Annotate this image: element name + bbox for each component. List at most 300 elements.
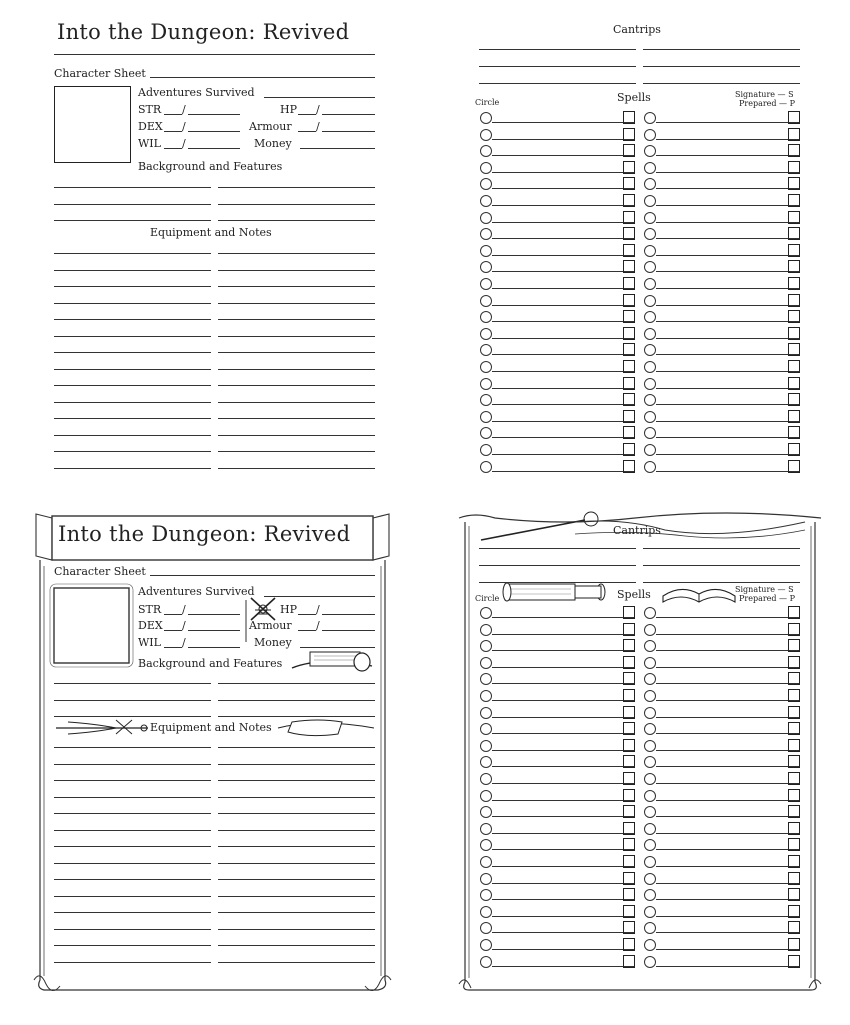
spell-prepared-checkbox[interactable]	[788, 921, 800, 934]
spell-circle-slot[interactable]	[480, 889, 492, 901]
writing-line[interactable]	[54, 813, 211, 814]
spell-circle-slot[interactable]	[644, 756, 656, 768]
spell-circle-slot[interactable]	[644, 707, 656, 719]
spell-prepared-checkbox[interactable]	[623, 739, 635, 752]
writing-line[interactable]	[218, 220, 375, 221]
spell-prepared-checkbox[interactable]	[788, 111, 800, 124]
spell-name-line[interactable]	[656, 122, 799, 123]
spell-name-line[interactable]	[656, 222, 799, 223]
writing-line[interactable]	[218, 319, 375, 320]
writing-line[interactable]	[54, 863, 211, 864]
spell-prepared-checkbox[interactable]	[788, 144, 800, 157]
spell-name-line[interactable]	[656, 371, 799, 372]
spell-circle-slot[interactable]	[644, 278, 656, 290]
spell-name-line[interactable]	[656, 205, 799, 206]
spell-prepared-checkbox[interactable]	[788, 310, 800, 323]
writing-line[interactable]	[54, 187, 211, 188]
writing-line[interactable]	[218, 435, 375, 436]
spell-prepared-checkbox[interactable]	[788, 443, 800, 456]
spell-prepared-checkbox[interactable]	[623, 722, 635, 735]
spell-name-line[interactable]	[656, 866, 799, 867]
writing-line[interactable]	[218, 253, 375, 254]
spell-prepared-checkbox[interactable]	[623, 260, 635, 273]
spell-prepared-checkbox[interactable]	[623, 706, 635, 719]
spell-circle-slot[interactable]	[480, 773, 492, 785]
spell-prepared-checkbox[interactable]	[623, 838, 635, 851]
spell-prepared-checkbox[interactable]	[788, 227, 800, 240]
writing-line[interactable]	[54, 286, 211, 287]
spell-circle-slot[interactable]	[480, 278, 492, 290]
spell-circle-slot[interactable]	[644, 295, 656, 307]
spell-prepared-checkbox[interactable]	[623, 656, 635, 669]
spell-circle-slot[interactable]	[644, 461, 656, 473]
spell-name-line[interactable]	[492, 883, 635, 884]
hp-current-field[interactable]	[298, 614, 316, 615]
spell-circle-slot[interactable]	[480, 162, 492, 174]
spell-circle-slot[interactable]	[480, 245, 492, 257]
spell-name-line[interactable]	[656, 471, 799, 472]
spell-prepared-checkbox[interactable]	[788, 294, 800, 307]
writing-line[interactable]	[54, 204, 211, 205]
spell-prepared-checkbox[interactable]	[623, 128, 635, 141]
writing-line[interactable]	[54, 929, 211, 930]
spell-name-line[interactable]	[492, 421, 635, 422]
spell-circle-slot[interactable]	[644, 378, 656, 390]
spell-name-line[interactable]	[656, 454, 799, 455]
spell-name-line[interactable]	[492, 866, 635, 867]
spell-name-line[interactable]	[492, 155, 635, 156]
spell-name-line[interactable]	[656, 733, 799, 734]
spell-prepared-checkbox[interactable]	[788, 410, 800, 423]
spell-circle-slot[interactable]	[644, 361, 656, 373]
writing-line[interactable]	[218, 468, 375, 469]
cantrip-line[interactable]	[479, 66, 636, 67]
dex-current-field[interactable]	[164, 630, 182, 631]
writing-line[interactable]	[218, 418, 375, 419]
spell-circle-slot[interactable]	[480, 839, 492, 851]
spell-prepared-checkbox[interactable]	[623, 938, 635, 951]
writing-line[interactable]	[218, 846, 375, 847]
writing-line[interactable]	[218, 830, 375, 831]
spell-name-line[interactable]	[656, 700, 799, 701]
armour-max-field[interactable]	[322, 630, 375, 631]
adventures-field[interactable]	[264, 596, 375, 597]
hp-max-field[interactable]	[322, 614, 375, 615]
spell-name-line[interactable]	[656, 932, 799, 933]
writing-line[interactable]	[54, 352, 211, 353]
spell-prepared-checkbox[interactable]	[623, 393, 635, 406]
spell-prepared-checkbox[interactable]	[623, 443, 635, 456]
spell-prepared-checkbox[interactable]	[623, 343, 635, 356]
spell-name-line[interactable]	[656, 617, 799, 618]
spell-circle-slot[interactable]	[480, 922, 492, 934]
spell-name-line[interactable]	[656, 750, 799, 751]
writing-line[interactable]	[218, 700, 375, 701]
portrait-box[interactable]	[54, 86, 131, 163]
spell-prepared-checkbox[interactable]	[788, 277, 800, 290]
spell-circle-slot[interactable]	[480, 873, 492, 885]
writing-line[interactable]	[218, 764, 375, 765]
writing-line[interactable]	[54, 303, 211, 304]
spell-name-line[interactable]	[656, 188, 799, 189]
writing-line[interactable]	[54, 846, 211, 847]
spell-circle-slot[interactable]	[644, 145, 656, 157]
spell-name-line[interactable]	[656, 139, 799, 140]
spell-prepared-checkbox[interactable]	[788, 623, 800, 636]
writing-line[interactable]	[54, 683, 211, 684]
spell-name-line[interactable]	[492, 437, 635, 438]
spell-circle-slot[interactable]	[644, 328, 656, 340]
armour-current-field[interactable]	[298, 131, 316, 132]
spell-name-line[interactable]	[656, 437, 799, 438]
spell-prepared-checkbox[interactable]	[788, 722, 800, 735]
writing-line[interactable]	[218, 369, 375, 370]
spell-circle-slot[interactable]	[480, 378, 492, 390]
writing-line[interactable]	[218, 683, 375, 684]
writing-line[interactable]	[54, 700, 211, 701]
spell-name-line[interactable]	[656, 271, 799, 272]
writing-line[interactable]	[54, 270, 211, 271]
str-max-field[interactable]	[188, 114, 240, 115]
spell-prepared-checkbox[interactable]	[788, 343, 800, 356]
cantrip-line[interactable]	[643, 548, 800, 549]
spell-circle-slot[interactable]	[480, 328, 492, 340]
spell-circle-slot[interactable]	[480, 607, 492, 619]
writing-line[interactable]	[218, 336, 375, 337]
writing-line[interactable]	[218, 352, 375, 353]
spell-circle-slot[interactable]	[480, 461, 492, 473]
spell-name-line[interactable]	[656, 966, 799, 967]
spell-circle-slot[interactable]	[480, 261, 492, 273]
writing-line[interactable]	[218, 780, 375, 781]
spell-circle-slot[interactable]	[644, 129, 656, 141]
spell-prepared-checkbox[interactable]	[623, 310, 635, 323]
dex-current-field[interactable]	[164, 131, 182, 132]
spell-name-line[interactable]	[656, 717, 799, 718]
spell-prepared-checkbox[interactable]	[623, 921, 635, 934]
spell-name-line[interactable]	[492, 172, 635, 173]
spell-name-line[interactable]	[492, 321, 635, 322]
spell-prepared-checkbox[interactable]	[788, 855, 800, 868]
spell-circle-slot[interactable]	[480, 212, 492, 224]
spell-circle-slot[interactable]	[480, 673, 492, 685]
spell-name-line[interactable]	[492, 238, 635, 239]
wil-max-field[interactable]	[188, 647, 240, 648]
writing-line[interactable]	[54, 468, 211, 469]
spell-prepared-checkbox[interactable]	[623, 872, 635, 885]
spell-name-line[interactable]	[656, 916, 799, 917]
spell-prepared-checkbox[interactable]	[788, 327, 800, 340]
writing-line[interactable]	[54, 385, 211, 386]
spell-circle-slot[interactable]	[644, 673, 656, 685]
spell-circle-slot[interactable]	[480, 624, 492, 636]
spell-prepared-checkbox[interactable]	[623, 294, 635, 307]
writing-line[interactable]	[54, 830, 211, 831]
spell-circle-slot[interactable]	[480, 657, 492, 669]
spell-circle-slot[interactable]	[480, 756, 492, 768]
spell-name-line[interactable]	[492, 750, 635, 751]
spell-circle-slot[interactable]	[480, 956, 492, 968]
spell-prepared-checkbox[interactable]	[788, 872, 800, 885]
spell-name-line[interactable]	[656, 683, 799, 684]
spell-name-line[interactable]	[656, 421, 799, 422]
writing-line[interactable]	[54, 418, 211, 419]
writing-line[interactable]	[54, 402, 211, 403]
spell-circle-slot[interactable]	[644, 939, 656, 951]
spell-prepared-checkbox[interactable]	[788, 426, 800, 439]
writing-line[interactable]	[54, 253, 211, 254]
spell-name-line[interactable]	[492, 222, 635, 223]
spell-circle-slot[interactable]	[644, 444, 656, 456]
spell-circle-slot[interactable]	[480, 806, 492, 818]
writing-line[interactable]	[54, 780, 211, 781]
str-current-field[interactable]	[164, 614, 182, 615]
writing-line[interactable]	[54, 764, 211, 765]
spell-name-line[interactable]	[656, 288, 799, 289]
spell-name-line[interactable]	[492, 634, 635, 635]
cantrip-line[interactable]	[479, 582, 636, 583]
spell-circle-slot[interactable]	[480, 361, 492, 373]
money-field[interactable]	[300, 148, 375, 149]
spell-prepared-checkbox[interactable]	[623, 194, 635, 207]
spell-name-line[interactable]	[656, 766, 799, 767]
spell-prepared-checkbox[interactable]	[788, 606, 800, 619]
wil-current-field[interactable]	[164, 647, 182, 648]
spell-circle-slot[interactable]	[644, 228, 656, 240]
spell-prepared-checkbox[interactable]	[788, 772, 800, 785]
spell-name-line[interactable]	[656, 816, 799, 817]
spell-prepared-checkbox[interactable]	[788, 888, 800, 901]
hp-max-field[interactable]	[322, 114, 375, 115]
spell-circle-slot[interactable]	[644, 839, 656, 851]
spell-name-line[interactable]	[656, 783, 799, 784]
spell-name-line[interactable]	[656, 899, 799, 900]
writing-line[interactable]	[218, 204, 375, 205]
spell-name-line[interactable]	[656, 650, 799, 651]
adventures-field[interactable]	[264, 97, 375, 98]
spell-name-line[interactable]	[492, 683, 635, 684]
spell-prepared-checkbox[interactable]	[623, 161, 635, 174]
cantrip-line[interactable]	[643, 66, 800, 67]
spell-circle-slot[interactable]	[480, 394, 492, 406]
writing-line[interactable]	[218, 929, 375, 930]
spell-circle-slot[interactable]	[644, 394, 656, 406]
spell-name-line[interactable]	[492, 916, 635, 917]
spell-prepared-checkbox[interactable]	[788, 755, 800, 768]
spell-name-line[interactable]	[492, 471, 635, 472]
spell-name-line[interactable]	[492, 371, 635, 372]
spell-circle-slot[interactable]	[480, 427, 492, 439]
spell-prepared-checkbox[interactable]	[788, 838, 800, 851]
writing-line[interactable]	[218, 402, 375, 403]
spell-name-line[interactable]	[492, 800, 635, 801]
spell-prepared-checkbox[interactable]	[623, 805, 635, 818]
spell-name-line[interactable]	[656, 305, 799, 306]
spell-circle-slot[interactable]	[644, 411, 656, 423]
spell-circle-slot[interactable]	[480, 823, 492, 835]
spell-name-line[interactable]	[656, 321, 799, 322]
spell-circle-slot[interactable]	[480, 411, 492, 423]
spell-name-line[interactable]	[656, 354, 799, 355]
writing-line[interactable]	[218, 945, 375, 946]
spell-circle-slot[interactable]	[644, 956, 656, 968]
spell-name-line[interactable]	[492, 700, 635, 701]
spell-circle-slot[interactable]	[644, 624, 656, 636]
spell-name-line[interactable]	[492, 733, 635, 734]
writing-line[interactable]	[218, 863, 375, 864]
spell-prepared-checkbox[interactable]	[623, 689, 635, 702]
spell-name-line[interactable]	[656, 155, 799, 156]
spell-prepared-checkbox[interactable]	[623, 111, 635, 124]
dex-max-field[interactable]	[188, 131, 240, 132]
spell-prepared-checkbox[interactable]	[788, 360, 800, 373]
spell-prepared-checkbox[interactable]	[623, 177, 635, 190]
spell-name-line[interactable]	[492, 305, 635, 306]
writing-line[interactable]	[54, 716, 211, 717]
spell-circle-slot[interactable]	[480, 129, 492, 141]
spell-circle-slot[interactable]	[480, 295, 492, 307]
spell-name-line[interactable]	[656, 883, 799, 884]
spell-circle-slot[interactable]	[644, 427, 656, 439]
spell-circle-slot[interactable]	[644, 906, 656, 918]
spell-name-line[interactable]	[492, 816, 635, 817]
cantrip-line[interactable]	[479, 565, 636, 566]
spell-circle-slot[interactable]	[644, 245, 656, 257]
writing-line[interactable]	[54, 945, 211, 946]
spell-circle-slot[interactable]	[644, 311, 656, 323]
spell-circle-slot[interactable]	[480, 740, 492, 752]
spell-prepared-checkbox[interactable]	[788, 639, 800, 652]
spell-prepared-checkbox[interactable]	[788, 211, 800, 224]
cantrip-line[interactable]	[643, 49, 800, 50]
spell-name-line[interactable]	[656, 255, 799, 256]
spell-name-line[interactable]	[492, 766, 635, 767]
writing-line[interactable]	[218, 879, 375, 880]
spell-name-line[interactable]	[492, 205, 635, 206]
writing-line[interactable]	[218, 286, 375, 287]
spell-name-line[interactable]	[492, 667, 635, 668]
spell-name-line[interactable]	[492, 354, 635, 355]
hp-current-field[interactable]	[298, 114, 316, 115]
writing-line[interactable]	[54, 896, 211, 897]
spell-prepared-checkbox[interactable]	[788, 244, 800, 257]
spell-prepared-checkbox[interactable]	[623, 460, 635, 473]
spell-prepared-checkbox[interactable]	[623, 410, 635, 423]
spell-circle-slot[interactable]	[644, 889, 656, 901]
spell-prepared-checkbox[interactable]	[623, 426, 635, 439]
writing-line[interactable]	[54, 336, 211, 337]
spell-circle-slot[interactable]	[644, 162, 656, 174]
spell-prepared-checkbox[interactable]	[623, 377, 635, 390]
spell-circle-slot[interactable]	[480, 311, 492, 323]
spell-name-line[interactable]	[656, 238, 799, 239]
spell-prepared-checkbox[interactable]	[623, 244, 635, 257]
writing-line[interactable]	[218, 912, 375, 913]
spell-circle-slot[interactable]	[644, 790, 656, 802]
writing-line[interactable]	[54, 912, 211, 913]
writing-line[interactable]	[54, 747, 211, 748]
writing-line[interactable]	[218, 303, 375, 304]
spell-prepared-checkbox[interactable]	[623, 327, 635, 340]
spell-prepared-checkbox[interactable]	[623, 277, 635, 290]
spell-circle-slot[interactable]	[644, 823, 656, 835]
writing-line[interactable]	[54, 797, 211, 798]
spell-prepared-checkbox[interactable]	[788, 822, 800, 835]
writing-line[interactable]	[54, 879, 211, 880]
spell-prepared-checkbox[interactable]	[788, 938, 800, 951]
spell-circle-slot[interactable]	[644, 212, 656, 224]
writing-line[interactable]	[54, 962, 211, 963]
spell-circle-slot[interactable]	[644, 773, 656, 785]
spell-prepared-checkbox[interactable]	[623, 606, 635, 619]
spell-circle-slot[interactable]	[644, 657, 656, 669]
spell-name-line[interactable]	[492, 617, 635, 618]
spell-prepared-checkbox[interactable]	[623, 360, 635, 373]
spell-prepared-checkbox[interactable]	[788, 194, 800, 207]
spell-prepared-checkbox[interactable]	[788, 656, 800, 669]
cantrip-line[interactable]	[643, 83, 800, 84]
spell-circle-slot[interactable]	[480, 640, 492, 652]
spell-prepared-checkbox[interactable]	[623, 822, 635, 835]
spell-prepared-checkbox[interactable]	[788, 706, 800, 719]
spell-prepared-checkbox[interactable]	[623, 227, 635, 240]
spell-circle-slot[interactable]	[480, 856, 492, 868]
spell-circle-slot[interactable]	[480, 690, 492, 702]
writing-line[interactable]	[218, 797, 375, 798]
spell-name-line[interactable]	[492, 966, 635, 967]
spell-name-line[interactable]	[656, 338, 799, 339]
spell-name-line[interactable]	[492, 932, 635, 933]
character-name-field[interactable]	[150, 77, 375, 78]
spell-circle-slot[interactable]	[480, 344, 492, 356]
spell-circle-slot[interactable]	[480, 178, 492, 190]
character-name-field[interactable]	[150, 575, 375, 576]
spell-circle-slot[interactable]	[644, 112, 656, 124]
spell-circle-slot[interactable]	[644, 873, 656, 885]
spell-name-line[interactable]	[492, 717, 635, 718]
spell-name-line[interactable]	[492, 338, 635, 339]
cantrip-line[interactable]	[643, 565, 800, 566]
spell-name-line[interactable]	[656, 949, 799, 950]
spell-circle-slot[interactable]	[644, 723, 656, 735]
spell-name-line[interactable]	[492, 139, 635, 140]
spell-circle-slot[interactable]	[480, 112, 492, 124]
spell-prepared-checkbox[interactable]	[788, 805, 800, 818]
spell-prepared-checkbox[interactable]	[623, 888, 635, 901]
wil-max-field[interactable]	[188, 148, 240, 149]
spell-name-line[interactable]	[656, 388, 799, 389]
writing-line[interactable]	[218, 270, 375, 271]
writing-line[interactable]	[218, 896, 375, 897]
spell-prepared-checkbox[interactable]	[788, 377, 800, 390]
money-field[interactable]	[300, 647, 375, 648]
spell-prepared-checkbox[interactable]	[788, 393, 800, 406]
spell-name-line[interactable]	[492, 255, 635, 256]
writing-line[interactable]	[54, 220, 211, 221]
spell-prepared-checkbox[interactable]	[788, 672, 800, 685]
spell-prepared-checkbox[interactable]	[623, 955, 635, 968]
spell-prepared-checkbox[interactable]	[623, 755, 635, 768]
spell-circle-slot[interactable]	[480, 228, 492, 240]
spell-circle-slot[interactable]	[644, 922, 656, 934]
spell-circle-slot[interactable]	[644, 261, 656, 273]
spell-name-line[interactable]	[656, 172, 799, 173]
writing-line[interactable]	[218, 385, 375, 386]
spell-name-line[interactable]	[492, 388, 635, 389]
spell-prepared-checkbox[interactable]	[788, 739, 800, 752]
spell-prepared-checkbox[interactable]	[788, 177, 800, 190]
spell-circle-slot[interactable]	[480, 723, 492, 735]
